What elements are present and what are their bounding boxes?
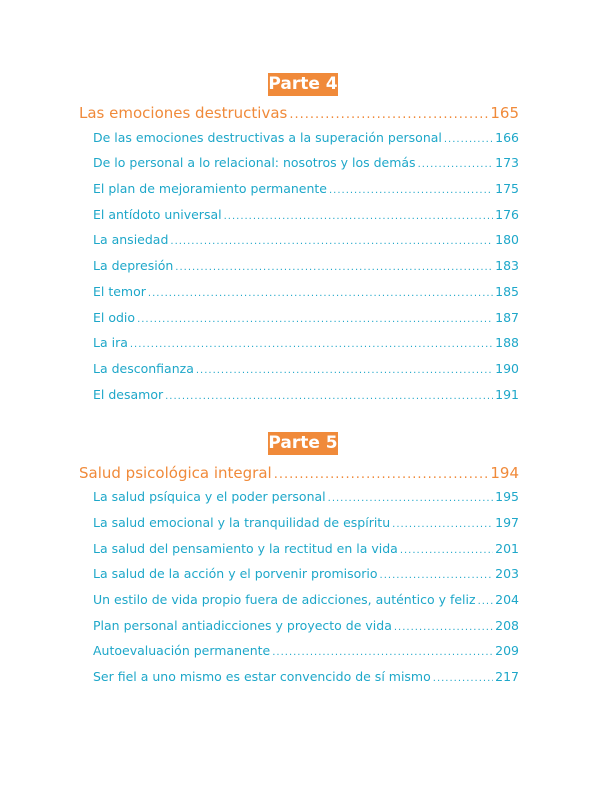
section-title: Salud psicológica integral <box>79 464 272 482</box>
entry-title: El odio <box>93 310 136 325</box>
section-page-number: 194 <box>490 464 519 482</box>
toc-entry[interactable] <box>93 207 519 222</box>
toc-entry[interactable] <box>93 181 519 196</box>
part-4-badge: Parte 4 <box>268 74 338 94</box>
toc-entry[interactable] <box>93 155 519 170</box>
dot-leader <box>148 288 493 299</box>
toc-entry[interactable] <box>93 387 519 402</box>
toc-entry[interactable] <box>93 515 519 530</box>
entry-page-number: 185 <box>495 284 519 299</box>
entry-page-number: 195 <box>495 489 519 504</box>
toc-entry[interactable] <box>93 489 519 504</box>
entry-page-number: 209 <box>495 643 519 658</box>
toc-entry[interactable] <box>93 618 519 633</box>
entry-title: Ser fiel a uno mismo es estar convencido de sí mismo <box>93 669 431 684</box>
dot-leader <box>392 519 493 530</box>
dot-leader <box>196 365 493 376</box>
entry-title: La salud psíquica y el poder personal <box>93 489 326 504</box>
dot-leader <box>444 134 493 145</box>
entry-page-number: 173 <box>495 155 519 170</box>
toc-entry[interactable] <box>93 566 519 581</box>
entry-page-number: 175 <box>495 181 519 196</box>
section-title: Las emociones destructivas <box>79 104 288 122</box>
entry-title: La depresión <box>93 258 174 273</box>
entry-page-number: 166 <box>495 130 519 145</box>
toc-entry[interactable] <box>93 643 519 658</box>
toc-entry[interactable] <box>93 258 519 273</box>
dot-leader <box>394 622 493 633</box>
dot-leader <box>418 159 494 170</box>
dot-leader <box>329 185 493 196</box>
toc-entry[interactable] <box>93 232 519 247</box>
part-5-badge: Parte 5 <box>268 433 338 453</box>
toc-entry[interactable] <box>93 130 519 145</box>
dot-leader <box>272 647 493 658</box>
dot-leader <box>478 596 494 607</box>
entry-title: La salud emocional y la tranquilidad de espíritu <box>93 515 391 530</box>
entry-page-number: 191 <box>495 387 519 402</box>
entry-title: Un estilo de vida propio fuera de adicciones, auténtico y feliz <box>93 592 476 607</box>
entry-page-number: 183 <box>495 258 519 273</box>
entry-page-number: 217 <box>495 669 519 684</box>
toc-entry[interactable] <box>93 335 519 350</box>
toc-entry[interactable] <box>93 592 519 607</box>
entry-title: La salud del pensamiento y la rectitud en la vida <box>93 541 398 556</box>
toc-entry[interactable] <box>93 669 519 684</box>
dot-leader <box>380 570 494 581</box>
entry-page-number: 190 <box>495 361 519 376</box>
dot-leader <box>274 467 489 482</box>
entry-title: La ira <box>93 335 128 350</box>
dot-leader <box>165 391 493 402</box>
entry-page-number: 204 <box>495 592 519 607</box>
entry-page-number: 203 <box>495 566 519 581</box>
entry-title: La salud de la acción y el porvenir promisorio <box>93 566 378 581</box>
dot-leader <box>137 314 493 325</box>
dot-leader <box>328 493 494 504</box>
section-heading-salud-psicologica[interactable] <box>79 464 519 482</box>
entry-page-number: 208 <box>495 618 519 633</box>
entry-title: La ansiedad <box>93 232 169 247</box>
entry-page-number: 188 <box>495 335 519 350</box>
dot-leader <box>224 211 494 222</box>
entry-page-number: 197 <box>495 515 519 530</box>
entry-page-number: 201 <box>495 541 519 556</box>
section-heading-emociones-destructivas[interactable] <box>79 104 519 122</box>
entry-page-number: 176 <box>495 207 519 222</box>
dot-leader <box>400 545 493 556</box>
dot-leader <box>289 107 488 122</box>
dot-leader <box>175 262 493 273</box>
entry-page-number: 187 <box>495 310 519 325</box>
entry-title: El plan de mejoramiento permanente <box>93 181 327 196</box>
entry-page-number: 180 <box>495 232 519 247</box>
toc-entry[interactable] <box>93 284 519 299</box>
entry-title: El antídoto universal <box>93 207 222 222</box>
toc-entry[interactable] <box>93 310 519 325</box>
toc-entry[interactable] <box>93 541 519 556</box>
entry-title: La desconfianza <box>93 361 194 376</box>
entry-title: El desamor <box>93 387 164 402</box>
dot-leader <box>130 339 493 350</box>
dot-leader <box>170 236 493 247</box>
entry-title: De lo personal a lo relacional: nosotros y los demás <box>93 155 416 170</box>
dot-leader <box>433 673 493 684</box>
entry-title: De las emociones destructivas a la superación personal <box>93 130 442 145</box>
toc-entry[interactable] <box>93 361 519 376</box>
section-page-number: 165 <box>490 104 519 122</box>
entry-title: Autoevaluación permanente <box>93 643 271 658</box>
entry-title: Plan personal antiadicciones y proyecto de vida <box>93 618 392 633</box>
entry-title: El temor <box>93 284 146 299</box>
